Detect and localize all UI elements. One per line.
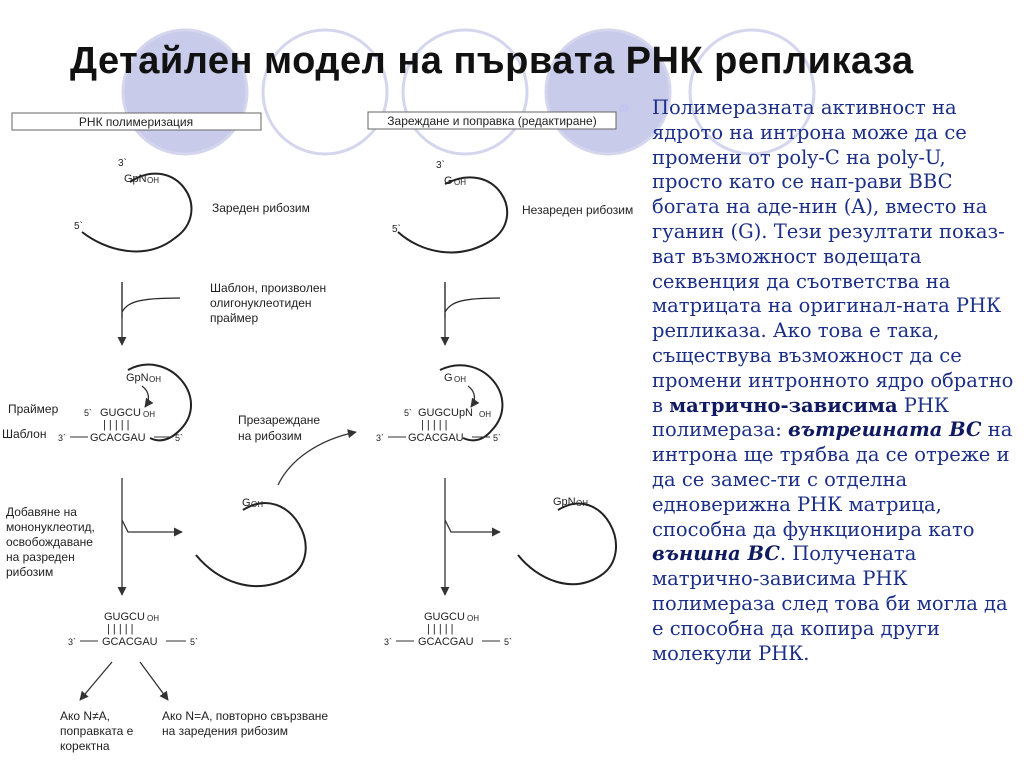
g-pn-label: GpN bbox=[124, 173, 147, 185]
primer-template-shape-right bbox=[445, 282, 500, 318]
template-label: Шаблон bbox=[2, 427, 47, 441]
body-bold-2: вътрешната BC bbox=[787, 418, 982, 442]
oh-label: OH bbox=[576, 499, 588, 508]
outcome-not-a-2: поправката е bbox=[60, 724, 134, 738]
uncharged-ribozyme-label: Незареден рибозим bbox=[522, 203, 634, 217]
base-pairs: | | | | | bbox=[421, 419, 448, 431]
outcome-not-a-3: коректна bbox=[60, 739, 110, 753]
oh-label: OH bbox=[251, 500, 263, 509]
three-prime-label: 3` bbox=[384, 637, 393, 647]
oh-label: OH bbox=[454, 178, 466, 187]
arrow-attack-left bbox=[142, 386, 148, 407]
oh-label: OH bbox=[147, 176, 159, 185]
base-pairs: | | | | | bbox=[107, 623, 134, 635]
g-label: G bbox=[242, 497, 251, 509]
ribozyme-right-bottom bbox=[518, 503, 616, 584]
g-label: G bbox=[444, 372, 453, 384]
bullet-icon bbox=[618, 102, 630, 114]
oh-label: OH bbox=[454, 375, 466, 384]
body-part-4: . Получената матрично-зависима РНК полимераза след това би могла да е способна да копира други молекули РНК. bbox=[652, 542, 1008, 665]
arrow-release bbox=[122, 520, 182, 532]
template-primer-label-1: Шаблон, произволен bbox=[210, 281, 327, 295]
add-nucleotide-label-3: освобождаване bbox=[6, 535, 93, 549]
primer-template-shape-left bbox=[122, 282, 180, 318]
g-pn-label: GpN bbox=[126, 372, 149, 384]
three-prime-label: 3` bbox=[436, 160, 445, 171]
oh-label: OH bbox=[147, 614, 159, 623]
g-pn-label: GpN bbox=[553, 496, 576, 508]
reload-label-2: на рибозим bbox=[238, 429, 302, 443]
primer-label: Праймер bbox=[8, 402, 59, 416]
template-sequence: GCACGAU bbox=[418, 636, 474, 648]
arrow-is-a bbox=[140, 662, 168, 700]
template-sequence: GCACGAU bbox=[408, 432, 464, 444]
three-prime-label: 3` bbox=[68, 637, 77, 647]
primer-sequence: GUGCUpN bbox=[418, 407, 474, 419]
body-bold-1: матрично-зависима bbox=[669, 393, 898, 417]
template-sequence: GCACGAU bbox=[102, 636, 158, 648]
five-prime-label: 5` bbox=[84, 408, 93, 418]
primer-sequence: GUGCU bbox=[424, 611, 465, 623]
ribozyme-left-top bbox=[82, 174, 191, 252]
add-nucleotide-label-2: мононуклеотид, bbox=[6, 520, 95, 534]
template-primer-label-3: праймер bbox=[210, 311, 259, 325]
add-nucleotide-label-1: Добавяне на bbox=[6, 505, 77, 519]
five-prime-label: 5` bbox=[404, 408, 413, 418]
oh-label: OH bbox=[479, 410, 491, 419]
oh-label: OH bbox=[143, 410, 155, 419]
arrow-to-right-bottom bbox=[445, 520, 500, 532]
five-prime-label: 5` bbox=[392, 224, 401, 235]
add-nucleotide-label-5: рибозим bbox=[6, 565, 54, 579]
outcome-a-2: на заредения рибозим bbox=[162, 724, 288, 738]
body-part-3: на интрона ще трябва да се отреже и да се замес-ти с отделна едноверижна РНК матрица, способна да функционира като bbox=[652, 418, 1013, 541]
body-paragraph bbox=[652, 96, 1020, 666]
add-nucleotide-label-4: на разреден bbox=[6, 550, 75, 564]
three-prime-label: 3` bbox=[376, 433, 385, 443]
g-label: G bbox=[444, 175, 453, 187]
right-column-header: Зареждане и поправка (редактиране) bbox=[387, 114, 597, 128]
template-sequence: GCACGAU bbox=[90, 432, 146, 444]
charged-ribozyme-label: Зареден рибозим bbox=[212, 201, 310, 215]
five-prime-label: 5` bbox=[175, 433, 184, 443]
template-primer-label-2: олигонуклеотиден bbox=[210, 296, 312, 310]
oh-label: OH bbox=[467, 614, 479, 623]
body-bold-3: външна BC bbox=[652, 542, 780, 566]
body-part-2: РНК полимераза: bbox=[652, 393, 950, 442]
arrow-not-a bbox=[80, 662, 112, 700]
three-prime-label: 3` bbox=[118, 158, 127, 169]
three-prime-label: 3` bbox=[58, 433, 67, 443]
outcome-not-a-1: Ако N≠A, bbox=[60, 709, 110, 723]
page-title: Детайлен модел на първата РНК репликаза bbox=[70, 40, 914, 82]
ribozyme-released-left bbox=[196, 503, 306, 586]
primer-sequence: GUGCU bbox=[104, 611, 145, 623]
outcome-a-1: Ако N=A, повторно свързване bbox=[162, 709, 329, 723]
ribozyme-right-top bbox=[398, 177, 507, 252]
left-column-header: РНК полимеризация bbox=[78, 115, 194, 129]
five-prime-label: 5` bbox=[74, 221, 83, 232]
reload-label-1: Презареждане bbox=[238, 413, 321, 427]
arrow-attack-right bbox=[468, 386, 474, 407]
primer-sequence: GUGCU bbox=[100, 407, 141, 419]
base-pairs: | | | | | bbox=[103, 419, 130, 431]
five-prime-label: 5` bbox=[504, 637, 513, 647]
body-part-1: Полимеразната активност на ядрото на интрона може да се промени от poly-C на poly-U, просто като се нап-рави BBC богата на аде-нин (A), вместо на гуанин (G). Тези резултати показ-ват възможност водещата секвенция да съответства на матрицата на оригинал-ната РНК репликаза. Ако това е така, съществува възможност да се промени интронното ядро обратно в bbox=[652, 96, 1014, 417]
five-prime-label: 5` bbox=[190, 637, 199, 647]
oh-label: OH bbox=[149, 375, 161, 384]
five-prime-label: 5` bbox=[493, 433, 502, 443]
base-pairs: | | | | | bbox=[427, 623, 454, 635]
